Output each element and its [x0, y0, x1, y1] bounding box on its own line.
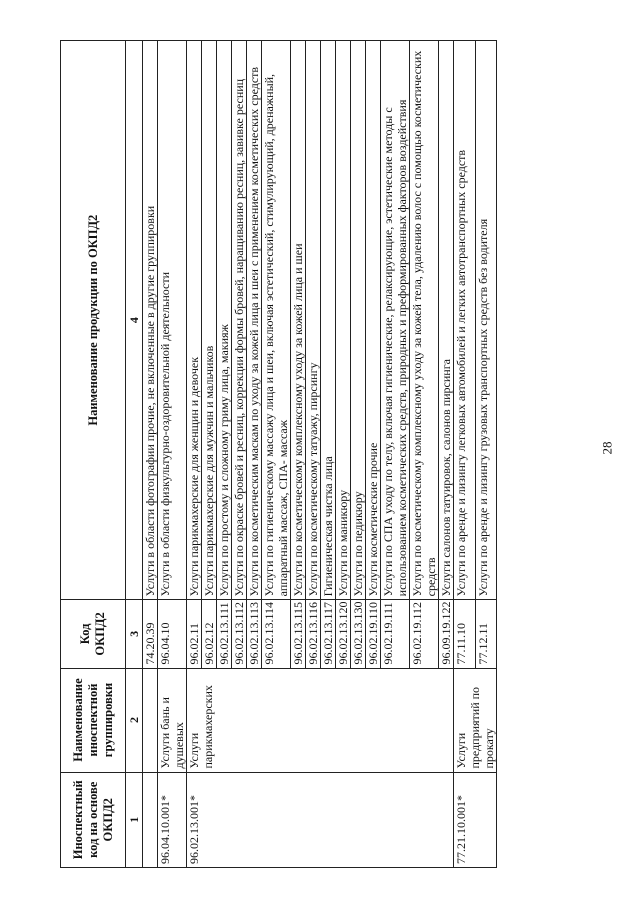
column-number-2: 2	[126, 668, 143, 772]
cell-okpd2-code: 96.02.12	[202, 600, 217, 668]
column-number-row	[126, 41, 143, 868]
cell-okpd2-code: 96.02.19.112	[410, 600, 439, 668]
table-row	[143, 41, 158, 868]
cell-product-name: Услуги в области фотографии прочие, не включенные в другие группировки	[143, 41, 158, 600]
cell-insp-code	[143, 772, 158, 867]
header-row	[61, 41, 126, 868]
cell-insp-code: 96.02.13.001*	[187, 772, 454, 867]
cell-okpd2-code: 96.02.13.115	[291, 600, 306, 668]
cell-okpd2-code: 96.09.19.122	[439, 600, 454, 668]
header-group-name: Наименование иноспектной группировки	[61, 668, 126, 772]
cell-product-name: Услуги косметические прочие	[366, 41, 381, 600]
cell-insp-code: 77.21.10.001*	[454, 772, 497, 867]
cell-product-name: Услуги по маникюру	[336, 41, 351, 600]
cell-okpd2-code: 96.02.13.112	[232, 600, 247, 668]
cell-group-name	[143, 668, 158, 772]
table-row	[187, 41, 202, 868]
cell-product-name: Услуги по окраске бровей и ресниц, коррекции формы бровей, наращиванию ресниц, завивке ресниц	[232, 41, 247, 600]
cell-product-name: Услуги парикмахерские для мужчин и мальчиков	[202, 41, 217, 600]
cell-okpd2-code: 96.02.13.113	[247, 600, 262, 668]
cell-product-name: Услуги в области физкультурно-оздоровительной деятельности	[158, 41, 187, 600]
okpd2-table	[60, 40, 497, 868]
cell-product-name: Услуги по косметическим маскам по уходу за кожей лица и шеи с применением косметических средств	[247, 41, 262, 600]
cell-okpd2-code: 96.02.13.114	[262, 600, 291, 668]
header-product-name: Наименование продукции по ОКПД2	[61, 41, 126, 600]
cell-okpd2-code: 96.02.13.120	[336, 600, 351, 668]
cell-product-name: Гигиеническая чистка лица	[321, 41, 336, 600]
page-number: 28	[599, 441, 615, 455]
header-insp-code: Иноспектный код на основе ОКПД2	[61, 772, 126, 867]
cell-okpd2-code: 96.02.13.130	[351, 600, 366, 668]
table-row	[158, 41, 187, 868]
cell-okpd2-code: 96.02.11	[187, 600, 202, 668]
rotated-table-wrapper	[60, 40, 526, 868]
column-number-1: 1	[126, 772, 143, 867]
cell-okpd2-code: 96.02.13.116	[306, 600, 321, 668]
cell-okpd2-code: 96.02.19.111	[381, 600, 410, 668]
cell-product-name: Услуги по аренде и лизингу легковых автомобилей и легких автотранспортных средств	[454, 41, 476, 600]
cell-okpd2-code: 96.02.13.117	[321, 600, 336, 668]
cell-product-name: Услуги по аренде и лизингу грузовых транспортных средств без водителя	[475, 41, 497, 600]
cell-product-name: Услуги по СПА уходу по телу, включая гигиенические, релаксирующие, эстетические методы с использованием косметических средств, природных и преформированных факторов воздействия	[381, 41, 410, 600]
cell-product-name: Услуги по косметическому татуажу, пирсингу	[306, 41, 321, 600]
cell-product-name: Услуги по педикюру	[351, 41, 366, 600]
cell-okpd2-code: 96.02.19.110	[366, 600, 381, 668]
cell-product-name: Услуги по гигиеническому массажу лица и шеи, включая эстетический, стимулирующий, дренажный, аппаратный массаж, СПА- массаж	[262, 41, 291, 600]
cell-okpd2-code: 77.11.10	[454, 600, 476, 668]
cell-okpd2-code: 77.12.11	[475, 600, 497, 668]
cell-okpd2-code: 74.20.39	[143, 600, 158, 668]
cell-group-name: Услуги парикмахерских	[187, 668, 454, 772]
cell-insp-code: 96.04.10.001*	[158, 772, 187, 867]
cell-product-name: Услуги салонов татуировок, салонов пирсинга	[439, 41, 454, 600]
cell-group-name: Услуги предприятий по прокату	[454, 668, 497, 772]
column-number-3: 3	[126, 600, 143, 668]
cell-group-name: Услуги бань и душевых	[158, 668, 187, 772]
cell-product-name: Услуги по простому и сложному гриму лица, макияж	[217, 41, 232, 600]
cell-product-name: Услуги по косметическому комплексному уходу за кожей лица и шеи	[291, 41, 306, 600]
cell-okpd2-code: 96.04.10	[158, 600, 187, 668]
header-okpd2-code: Код ОКПД2	[61, 600, 126, 668]
cell-product-name: Услуги парикмахерские для женщин и девочек	[187, 41, 202, 600]
cell-okpd2-code: 96.02.13.111	[217, 600, 232, 668]
table-row	[454, 41, 476, 868]
cell-product-name: Услуги по косметическому комплексному уходу за кожей тела, удалению волос с помощью косметических средств	[410, 41, 439, 600]
column-number-4: 4	[126, 41, 143, 600]
